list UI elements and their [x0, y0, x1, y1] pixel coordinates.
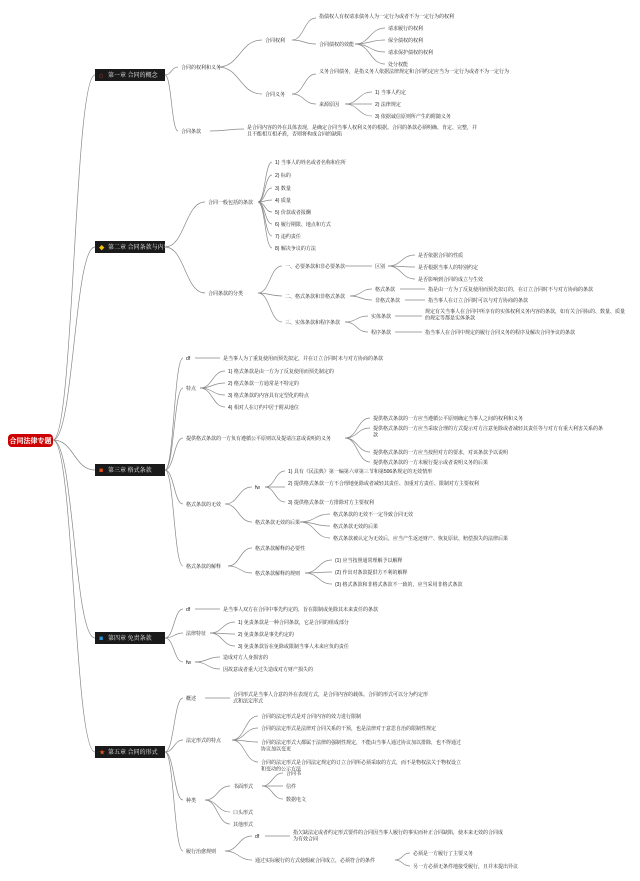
node-label: 3) 提供格式条款一方排除对方主要权利 — [288, 500, 374, 506]
connector-line — [262, 773, 283, 786]
connector-line — [195, 657, 220, 662]
section-label: 第一章 合同的概念 — [108, 73, 158, 79]
connector-line — [265, 487, 285, 502]
connector-line — [228, 566, 252, 573]
connector-line — [292, 94, 316, 104]
section-label: 第五章 合同的形式 — [108, 750, 158, 756]
connector-line — [388, 266, 415, 279]
connector-line — [292, 18, 316, 40]
connector-line — [165, 470, 183, 566]
node-label: 合同条款的分类 — [208, 291, 244, 297]
connector-line — [305, 573, 332, 584]
node-label: 义务合同债务，是指义务人依据法律规定和合同约定应当为一定行为或者不为一定行为 — [319, 69, 510, 75]
connector-line — [225, 851, 252, 860]
node-label: 是当事人为了重复使用而预先拟定，并在订立合同时未与对方协商的条款 — [223, 356, 384, 362]
node-label: df — [186, 607, 191, 613]
node-label: 造成对方人身损害的 — [223, 655, 269, 661]
node-label: 格式条款解释的必要性 — [255, 546, 306, 552]
node-label: 请求保护债权的权利 — [388, 50, 434, 56]
node-label: 合同条款 — [181, 129, 202, 135]
connector-line — [232, 728, 258, 740]
node-label: 3) 依据诚信原则所产生的附随义务 — [375, 114, 451, 120]
node-label: 处分权能 — [388, 62, 409, 68]
node-label: 另一方必须无条件地接受履行，且并未提出异议 — [413, 864, 519, 870]
node-label: 合同的权利和义务 — [181, 65, 222, 71]
node-label: 请求履行的权利 — [388, 26, 424, 32]
connector-line — [225, 487, 252, 504]
connector-line — [292, 40, 316, 44]
node-label: 1) 格式条款是由一方为了反复使用而预先制定的 — [228, 369, 334, 375]
node-label: 是合同内容的外在具体表现，是确定合同当事人权利义务的根据。合同的条款必须明确、肯定、完整，并且不能相互相矛盾，否则将构成合同的缺陷 — [247, 125, 478, 138]
connector-line — [53, 440, 95, 470]
connector-line — [165, 609, 183, 638]
node-label: 特点 — [186, 386, 197, 392]
connector-line — [355, 44, 385, 52]
connector-line — [262, 786, 283, 799]
node-label: 通过实际履行的方式使瑕疵合同成立，必须符合的条件 — [255, 858, 376, 864]
node-label: 规定有关当事人在合同中所享有的实体权利义务内容的条款，如有关合同标的、数量、质量的规定等都是实体条款 — [425, 309, 626, 322]
root-label: 合同法律专题 — [9, 438, 52, 445]
square-icon: ■ — [99, 467, 104, 475]
node-label: (1) 应当按照通常理解予以解释 — [335, 558, 403, 564]
node-label: 实体条款 — [371, 314, 392, 320]
connector-line — [225, 836, 252, 851]
connector-line — [345, 418, 370, 438]
connector-line — [300, 522, 330, 538]
node-label: 三、实体条款和程序条款 — [285, 320, 341, 326]
node-label: 非格式条款 — [375, 298, 401, 304]
node-label: 保全债权的权利 — [388, 38, 424, 44]
node-label: 7) 违约责任 — [275, 234, 301, 240]
connector-line — [195, 662, 220, 669]
root-node[interactable] — [8, 434, 53, 447]
node-label: 1) 当事人约定 — [375, 90, 406, 96]
node-label: df — [186, 356, 191, 362]
node-label: 合同的法定形式是法律对合同关系的干预，也是法律对于意思自治的限制性规定 — [261, 726, 437, 732]
node-label: 合同债权的效能 — [319, 42, 355, 48]
connector-line — [210, 129, 244, 131]
node-label: 种类 — [186, 798, 197, 804]
connector-line — [345, 104, 372, 116]
connector-line — [350, 296, 372, 300]
node-label: 指当事人在订立合同时可以与对方协商的条款 — [428, 298, 529, 304]
node-label: 来源原因 — [319, 102, 340, 108]
connector-line — [165, 75, 178, 131]
node-label: 口头形式 — [233, 810, 254, 816]
connector-line — [305, 560, 332, 573]
node-label: 合同的法定形式是合同法定规定的订立合同所必须采取的方式，而不是物权法关于物权设立和变动的公示方法 — [261, 760, 462, 773]
node-label: 概述 — [186, 696, 197, 702]
section-node[interactable] — [95, 746, 165, 758]
node-label: 2) 格式条款一方通常是不特定的 — [228, 381, 299, 387]
node-label: 格式条款无效的后果 — [333, 524, 379, 530]
connector-line — [232, 740, 258, 762]
connector-line — [53, 440, 95, 638]
section-node[interactable] — [95, 632, 165, 644]
connector-line — [258, 293, 282, 296]
node-label: 格式条款的无效不一定导致合同无效 — [333, 512, 414, 518]
connector-line — [228, 548, 252, 566]
node-label: 合同义务 — [265, 92, 286, 98]
node-label: 4) 质量 — [275, 198, 291, 204]
section-label: 第三章 格式条款 — [108, 468, 152, 474]
node-label: 指是由一方为了反复使用而预先拟订的，在订立合同时不与对方协商的条款 — [428, 287, 594, 293]
connector-line — [210, 622, 235, 633]
node-label: 必须是一方履行了主要义务 — [413, 851, 474, 857]
node-label: 信件 — [286, 784, 297, 790]
connector-line — [395, 860, 410, 866]
node-label: 是否影响到合同的成立与生效 — [418, 277, 484, 283]
node-label: 二、格式条款和非格式条款 — [285, 294, 346, 300]
connector-line — [165, 752, 183, 851]
connector-line — [258, 202, 272, 248]
connector-line — [345, 92, 372, 104]
connector-line — [258, 293, 282, 322]
node-label: 3) 数量 — [275, 186, 291, 192]
node-label: 合同形式是当事人合意的外在表现方式，是合同内容的载体。合同的形式可以分为约定形式和法定形式 — [233, 692, 429, 705]
connector-line — [165, 247, 205, 293]
connector-line — [292, 74, 316, 94]
node-label: 3) 免责条款旨在免除或限制当事人未来应负的责任 — [238, 644, 349, 650]
connector-line — [300, 514, 330, 522]
node-label: 提供格式条款的一方应当按照对方的要求，对该条款予以说明 — [373, 450, 509, 456]
connector-line — [165, 698, 183, 752]
section-node[interactable] — [95, 69, 165, 81]
connector-line — [165, 67, 178, 75]
node-label: 指当事人在合同中规定的履行合同义务的程序及解决合同争议的条款 — [425, 330, 576, 336]
node-label: 法定形式的特点 — [186, 738, 222, 744]
connector-line — [225, 504, 252, 522]
home-icon: ⌂ — [99, 72, 104, 80]
node-label: 提供格式条款的一方应当采取合理的方式提示对方注意免除或者减轻其责任等与对方有重大利害关系的条款 — [373, 426, 604, 439]
node-label: fw — [186, 660, 191, 666]
connector-line — [345, 316, 368, 322]
node-label: 合同书 — [286, 771, 302, 777]
connector-line — [258, 266, 282, 293]
node-label: 格式条款解释的规则 — [255, 571, 301, 577]
node-label: 8) 解决争议的方法 — [275, 246, 316, 252]
connector-line — [232, 716, 258, 740]
connector-line — [265, 471, 285, 487]
node-label: df — [255, 834, 260, 840]
node-label: 程序条款 — [371, 330, 392, 336]
node-label: 4) 相对人在订约中居于附从地位 — [228, 405, 299, 411]
node-label: 是否根据当事人的特别约定 — [418, 265, 479, 271]
connector-line — [350, 289, 372, 296]
node-label: 合同权利 — [265, 38, 286, 44]
node-label: 格式条款 — [375, 287, 396, 293]
node-label: 格式条款无效的后果 — [255, 520, 301, 526]
connector-line — [53, 247, 95, 440]
connector-line — [218, 67, 262, 94]
connector-line — [258, 162, 272, 202]
node-label: 一、必要条款和非必要条款 — [285, 264, 346, 270]
node-label: 指债权人有权请求债务人为一定行为或者不为一定行为的权利 — [319, 14, 455, 20]
connector-line — [165, 388, 183, 470]
node-label: 提供格式条款的一方负有遵循公平原则以及提请注意或说明的义务 — [186, 436, 332, 442]
connector-line — [165, 752, 183, 800]
node-label: 是否依据合同的性质 — [418, 253, 464, 259]
node-label: 提供格式条款的一方应当遵循公平原则确定当事人之间的权利和义务 — [373, 416, 524, 422]
node-label: 区别 — [375, 264, 386, 270]
connector-line — [205, 800, 230, 824]
connector-line — [345, 428, 370, 438]
node-label: 2) 免责条款是事先约定的 — [238, 632, 294, 638]
connector-line — [165, 202, 205, 247]
section-node[interactable] — [95, 464, 165, 476]
node-label: 合同一般包括的条款 — [208, 200, 254, 206]
connector-line — [218, 40, 262, 67]
node-label: (2) 作出对条款提供方不利的解释 — [335, 570, 408, 576]
section-node[interactable] — [95, 241, 170, 253]
connector-line — [345, 322, 368, 332]
connector-line — [165, 638, 183, 662]
node-label: 其他形式 — [233, 822, 254, 828]
connector-line — [200, 388, 225, 407]
node-label: 书面形式 — [233, 784, 254, 790]
node-label: 1) 当事人的姓名或者名称和住所 — [275, 160, 346, 166]
node-label: 3) 格式条款的内容具有定型化的特点 — [228, 393, 309, 399]
connector-line — [53, 440, 95, 752]
node-label: 2) 法律规定 — [375, 102, 401, 108]
gem-icon: ◆ — [99, 244, 105, 252]
node-label: 5) 价款或者报酬 — [275, 210, 311, 216]
section-label: 第四章 免责条款 — [108, 636, 152, 642]
connector-line — [200, 388, 225, 395]
node-label: 格式条款被认定为无效后，应当产生返还财产、恢复原状、赔偿损失的法律后果 — [333, 536, 509, 542]
connector-line — [165, 470, 183, 504]
connector-line — [205, 786, 230, 800]
connector-line — [210, 633, 235, 646]
connector-line — [345, 438, 370, 462]
node-label: 法律特征 — [186, 631, 207, 637]
node-label: 合同的法定形式大都属于法律的强制性规定，不能由当事人通过协议加以排除，也不得通过协议加以变更 — [261, 740, 462, 753]
section-label: 第二章 合同条款与内容 — [108, 245, 170, 251]
node-label: 提供格式条款的一方未履行提示或者说明义务的后果 — [373, 460, 489, 466]
node-label: 因故意或者重大过失造成对方财产损失的 — [223, 667, 314, 673]
node-label: 数据电文 — [286, 797, 307, 803]
node-label: 履行治愈规则 — [186, 849, 217, 855]
node-label: 指欠缺法定或者约定形式要件的合同因当事人履行的事实而补正合同缺陷，使本来无效的合同成为有效合同 — [293, 830, 504, 843]
connector-line — [205, 800, 230, 812]
node-label: 是当事人双方在合同中事先约定的，旨在限制或免除其未来责任的条款 — [223, 607, 379, 613]
connector-line — [388, 255, 415, 266]
node-label: 1) 免责条款是一种合同条款，它是合同的组成部分 — [238, 620, 349, 626]
connector-line — [355, 28, 385, 44]
node-label: 6) 履行期限、地点和方式 — [275, 222, 331, 228]
connector-line — [395, 853, 410, 860]
node-label: 2) 提供格式条款一方不合理地免除或者减轻其责任、加重对方责任、限制对方主要权利 — [288, 481, 479, 487]
node-label: fw — [255, 485, 260, 491]
node-label: 格式条款的解释 — [186, 564, 222, 570]
node-label: 1) 具有《民法典》第一编第六章第三节和第506条规定的无效情形 — [288, 469, 433, 475]
connector-line — [53, 75, 95, 440]
node-label: 格式条款的无效 — [186, 502, 222, 508]
square-icon: ■ — [99, 635, 104, 643]
node-label: 2) 标的 — [275, 173, 291, 179]
node-label: (3) 格式条款和非格式条款不一致的，应当采用非格式条款 — [335, 582, 463, 588]
connector-line — [355, 44, 385, 64]
node-label: 合同的法定形式是对合同内容的效力进行限制 — [261, 714, 362, 720]
star-icon: ★ — [99, 749, 106, 757]
